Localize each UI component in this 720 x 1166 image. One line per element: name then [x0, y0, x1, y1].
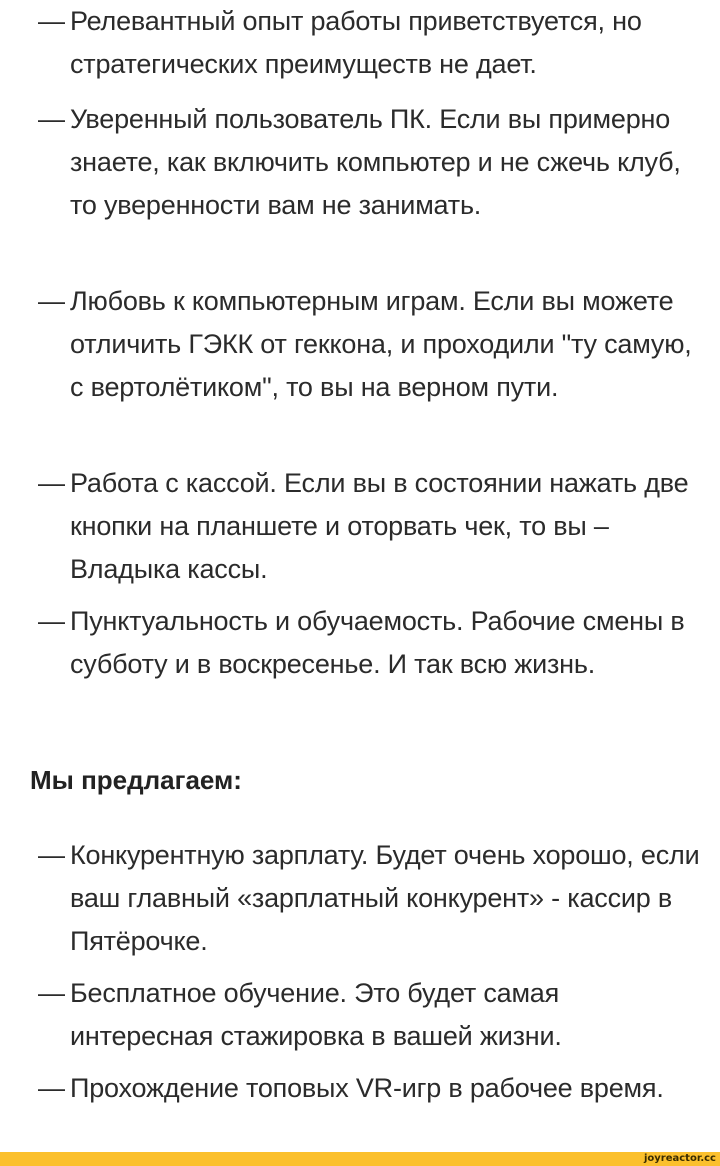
offer-text: Бесплатное обучение. Это будет самая интересная стажировка в вашей жизни. — [70, 978, 562, 1051]
list-dash: — — [38, 468, 65, 498]
list-dash: — — [38, 1073, 65, 1103]
requirement-text: Любовь к компьютерным играм. Если вы можете отличить ГЭКК от геккона, и проходили "ту самую, с вертолётиком", то вы на верном пути. — [70, 286, 692, 402]
watermark-text[interactable]: joyreactor.cc — [643, 1153, 716, 1164]
offer-text: Конкурентную зарплату. Будет очень хорошо, если ваш главный «зарплатный конкурент» - кассир в Пятёрочке. — [70, 840, 700, 956]
requirement-text: Уверенный пользователь ПК. Если вы примерно знаете, как включить компьютер и не сжечь клуб, то уверенности вам не занимать. — [70, 104, 681, 220]
list-dash: — — [38, 840, 65, 870]
list-dash: — — [38, 104, 65, 134]
list-dash: — — [38, 978, 65, 1008]
requirement-text: Релевантный опыт работы приветствуется, но стратегических преимуществ не дает. — [70, 6, 642, 79]
offer-text: Прохождение топовых VR-игр в рабочее время. — [70, 1073, 664, 1103]
list-dash: — — [38, 606, 65, 636]
offer-heading: Мы предлагаем: — [30, 765, 242, 795]
requirement-text: Работа с кассой. Если вы в состоянии нажать две кнопки на планшете и оторвать чек, то вы – Владыка кассы. — [70, 468, 689, 584]
list-dash: — — [38, 6, 65, 36]
list-dash: — — [38, 286, 65, 316]
requirement-text: Пунктуальность и обучаемость. Рабочие смены в субботу и в воскресенье. И так всю жизнь. — [70, 606, 685, 679]
watermark-bar — [0, 1152, 720, 1166]
